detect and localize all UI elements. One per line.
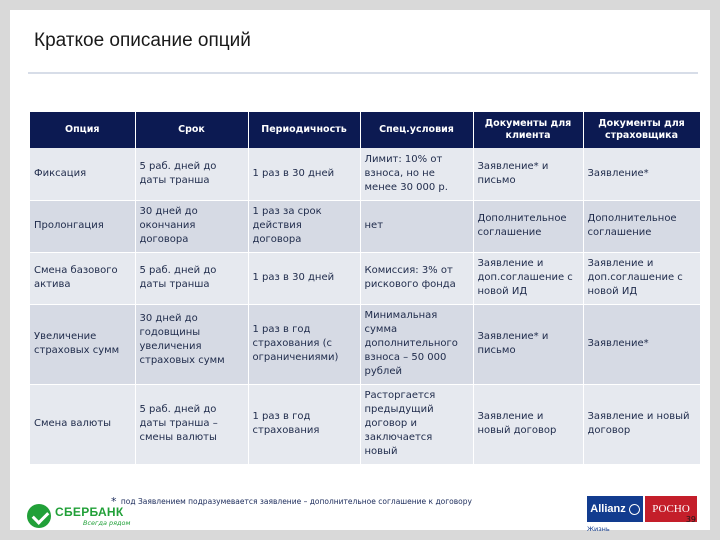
cell-option: Смена базового актива bbox=[30, 252, 135, 304]
cell-frequency: 1 раз в 30 дней bbox=[248, 252, 360, 304]
title-divider bbox=[28, 72, 698, 74]
cell-option: Увеличение страховых сумм bbox=[30, 304, 135, 384]
cell-option: Пролонгация bbox=[30, 200, 135, 252]
cell-insurer-docs: Заявление* bbox=[583, 148, 700, 200]
slide-title: Краткое описание опций bbox=[34, 30, 251, 51]
footnote bbox=[111, 495, 472, 508]
cell-term: 5 раб. дней до даты транша bbox=[135, 148, 248, 200]
cell-term: 30 дней до годовщины увеличения страховых сумм bbox=[135, 304, 248, 384]
cell-client-docs: Заявление и доп.соглашение с новой ИД bbox=[473, 252, 583, 304]
cell-special: Минимальная сумма дополнительного взноса – 50 000 рублей bbox=[360, 304, 473, 384]
header-term: Срок bbox=[135, 112, 248, 148]
table-row bbox=[30, 304, 700, 384]
cell-insurer-docs: Заявление и доп.соглашение с новой ИД bbox=[583, 252, 700, 304]
header-insurer-docs: Документы для страховщика bbox=[583, 112, 700, 148]
header-option: Опция bbox=[30, 112, 135, 148]
cell-special: Лимит: 10% от взноса, но не менее 30 000 р. bbox=[360, 148, 473, 200]
cell-option: Смена валюты bbox=[30, 384, 135, 464]
cell-special: Комиссия: 3% от рискового фонда bbox=[360, 252, 473, 304]
sberbank-tagline: Всегда рядом bbox=[83, 519, 131, 527]
page-number: 39 bbox=[685, 515, 696, 524]
header-client-docs: Документы для клиента bbox=[473, 112, 583, 148]
cell-insurer-docs: Заявление* bbox=[583, 304, 700, 384]
cell-insurer-docs: Заявление и новый договор bbox=[583, 384, 700, 464]
cell-frequency: 1 раз за срок действия договора bbox=[248, 200, 360, 252]
allianz-logo bbox=[587, 496, 643, 522]
sberbank-logo bbox=[27, 500, 145, 532]
cell-term: 30 дней до окончания договора bbox=[135, 200, 248, 252]
cell-frequency: 1 раз в 30 дней bbox=[248, 148, 360, 200]
sberbank-check-icon bbox=[27, 504, 51, 528]
cell-client-docs: Заявление и новый договор bbox=[473, 384, 583, 464]
table-row bbox=[30, 384, 700, 464]
cell-frequency: 1 раз в год страхования bbox=[248, 384, 360, 464]
table-header-row bbox=[30, 112, 700, 148]
cell-special: нет bbox=[360, 200, 473, 252]
header-frequency: Периодичность bbox=[248, 112, 360, 148]
cell-insurer-docs: Дополнительное соглашение bbox=[583, 200, 700, 252]
cell-client-docs: Заявление* и письмо bbox=[473, 304, 583, 384]
table-row bbox=[30, 252, 700, 304]
allianz-eagle-icon bbox=[629, 504, 640, 515]
cell-term: 5 раб. дней до даты транша bbox=[135, 252, 248, 304]
cell-special: Расторгается предыдущий договор и заключается новый bbox=[360, 384, 473, 464]
cell-client-docs: Дополнительное соглашение bbox=[473, 200, 583, 252]
table-row bbox=[30, 148, 700, 200]
cell-client-docs: Заявление* и письмо bbox=[473, 148, 583, 200]
footnote-star: * bbox=[111, 495, 117, 508]
life-label: Жизнь bbox=[587, 525, 610, 533]
table-row bbox=[30, 200, 700, 252]
footnote-text: под Заявлением подразумевается заявление – дополнительное соглашение к договору bbox=[120, 497, 472, 506]
options-table bbox=[30, 112, 701, 465]
header-special-conditions: Спец.условия bbox=[360, 112, 473, 148]
cell-frequency: 1 раз в год страхования (с ограничениями) bbox=[248, 304, 360, 384]
allianz-name: Allianz bbox=[590, 503, 626, 515]
slide bbox=[10, 10, 710, 533]
allianz-rosno-logo bbox=[587, 496, 697, 533]
sberbank-name: СБЕРБАНК bbox=[55, 505, 124, 519]
cell-term: 5 раб. дней до даты транша – смены валюты bbox=[135, 384, 248, 464]
rosno-logo: РОСНО bbox=[645, 496, 697, 522]
cell-option: Фиксация bbox=[30, 148, 135, 200]
